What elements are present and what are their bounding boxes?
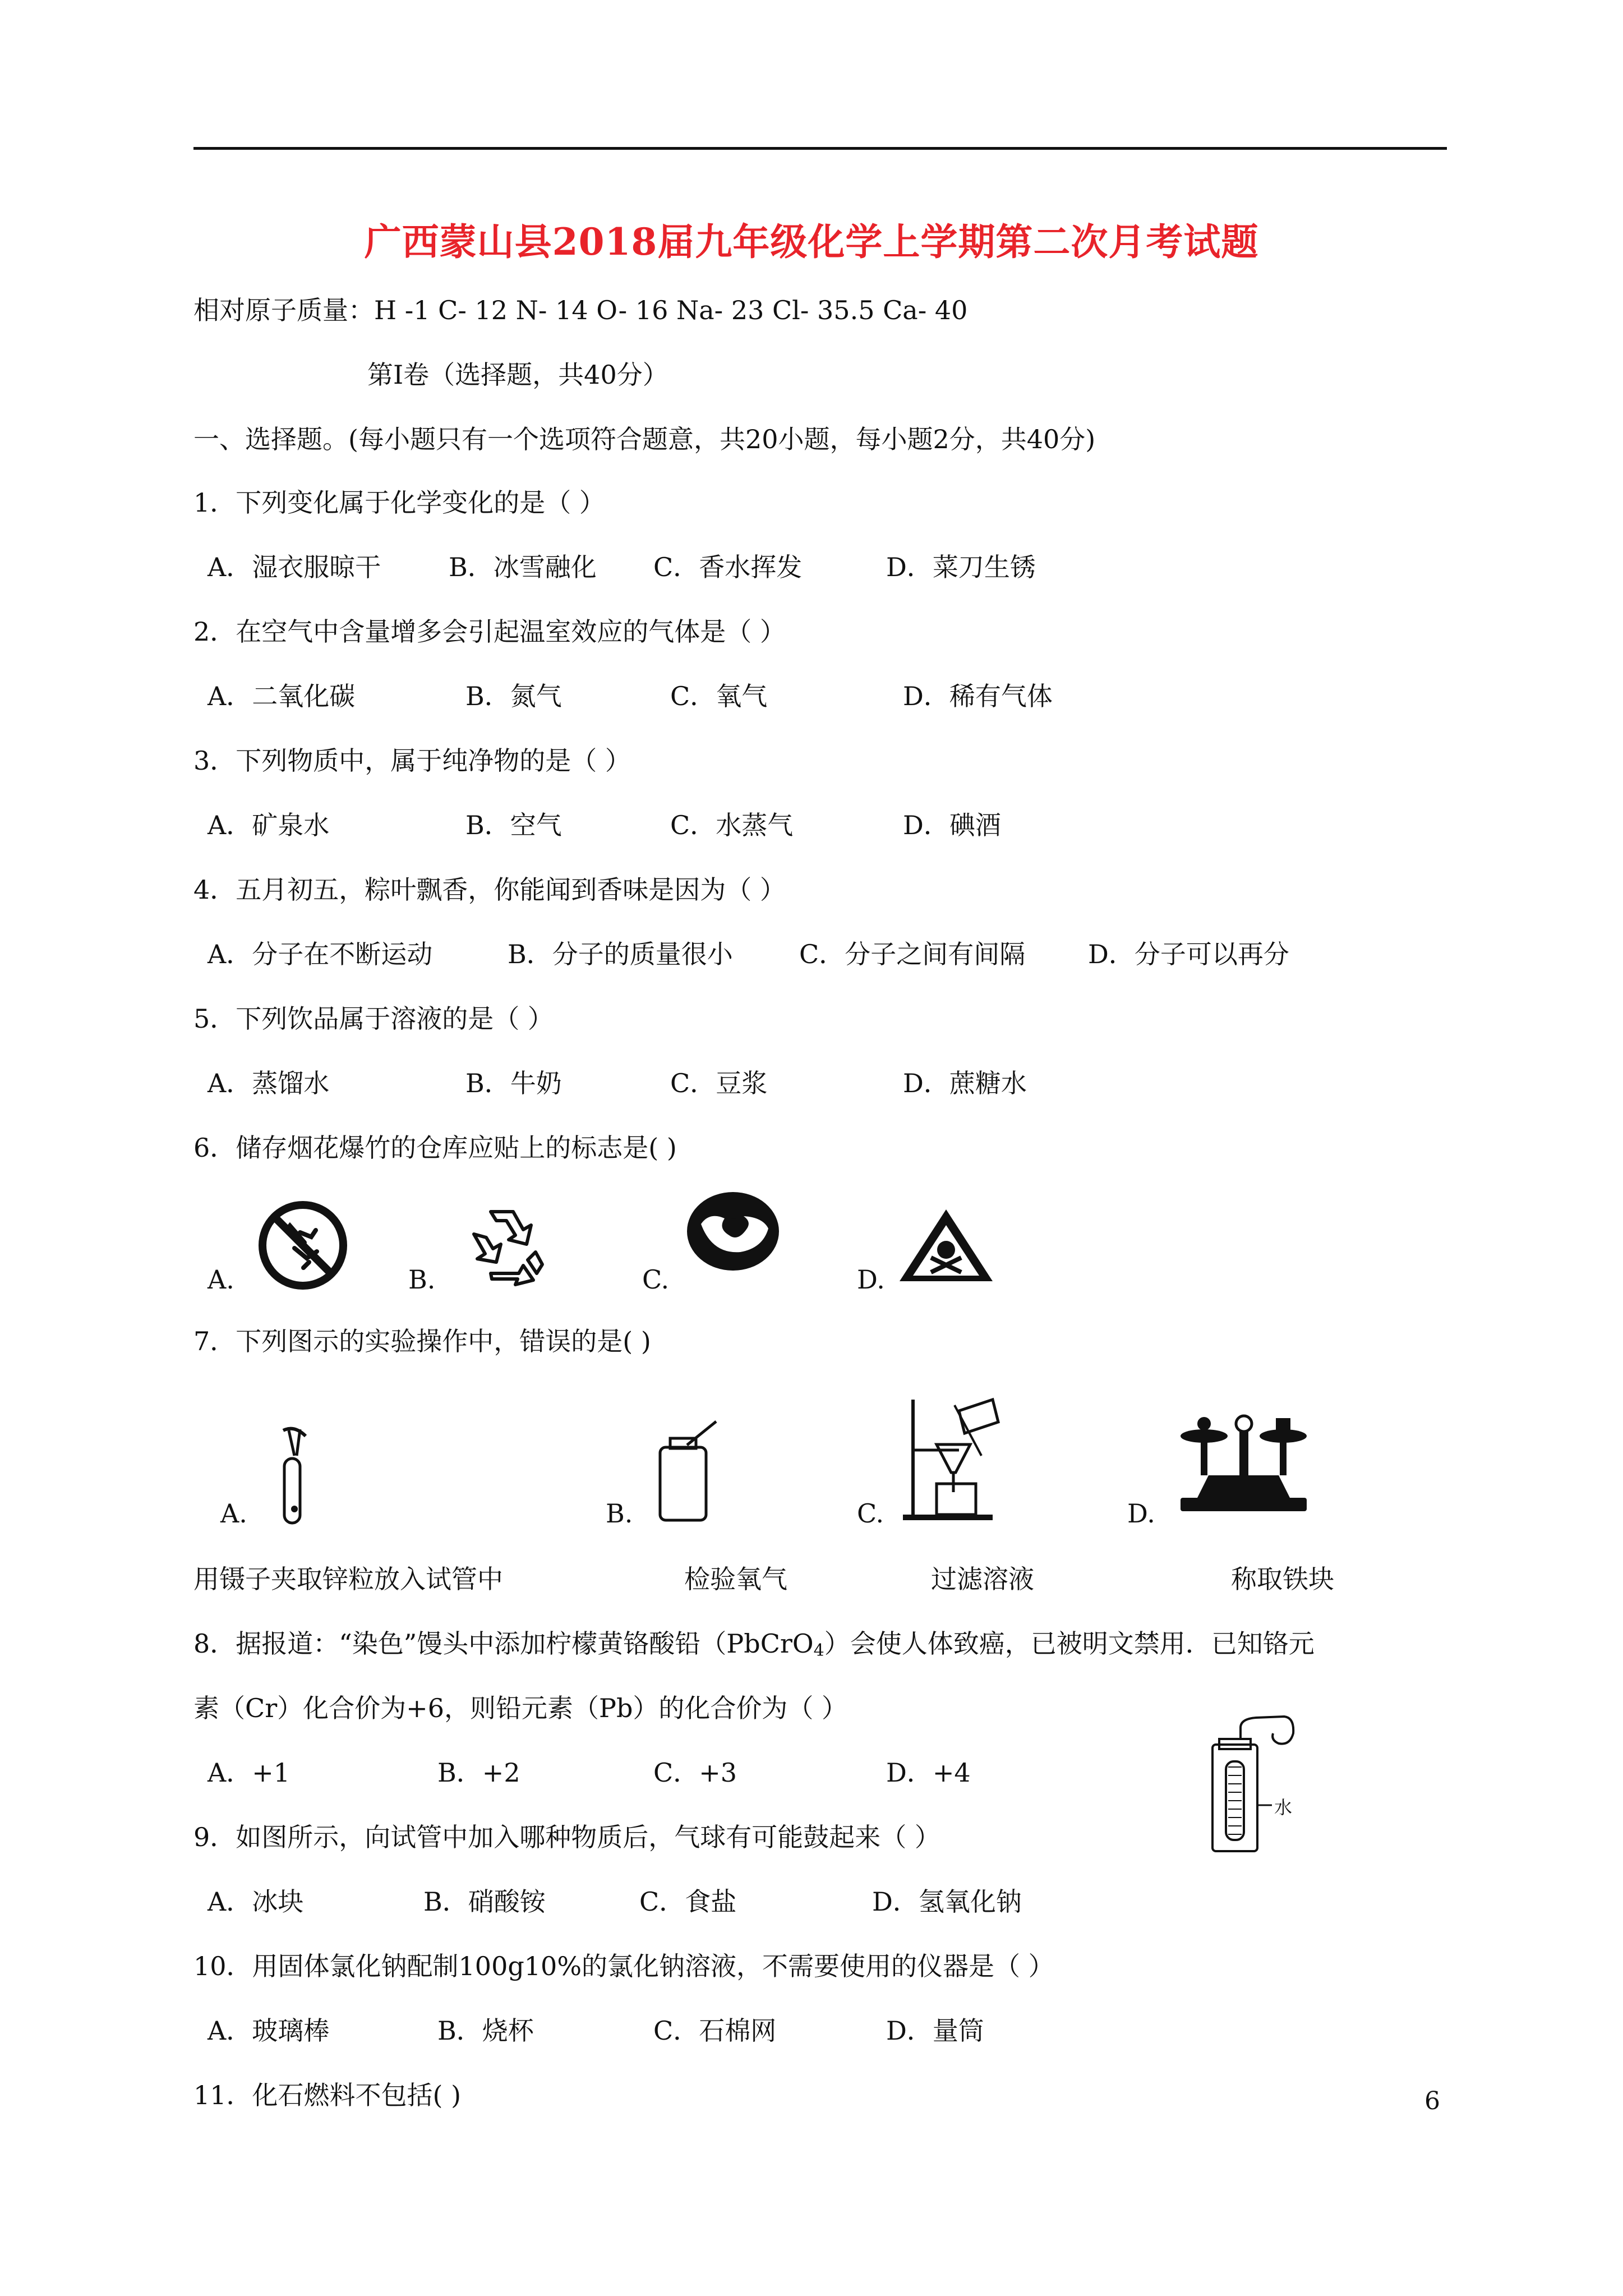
question-4-option-a: A．分子在不断运动 (208, 939, 433, 969)
question-4-option-c: C．分子之间有间隔 (799, 939, 1026, 969)
balloon-test-tube-figure (1200, 1711, 1312, 1857)
question-1-stem: 1．下列变化属于化学变化的是（ ） (193, 487, 605, 518)
question-3-option-c: C．水蒸气 (670, 810, 794, 840)
question-9-option-d: D．氢氧化钠 (872, 1887, 1022, 1917)
question-7-stem: 7．下列图示的实验操作中，错误的是( ) (193, 1326, 651, 1356)
question-5-option-d: D．蔗糖水 (903, 1068, 1027, 1098)
question-4-stem: 4．五月初五，粽叶飘香，你能闻到香味是因为（ ） (193, 875, 786, 905)
filtration-apparatus-icon (897, 1388, 1021, 1523)
question-2-option-d: D．稀有气体 (903, 681, 1053, 711)
question-11-stem: 11．化石燃料不包括( ) (193, 2080, 462, 2110)
question-5-stem: 5．下列饮品属于溶液的是（ ） (193, 1004, 554, 1034)
page-title: 广西蒙山县2018届九年级化学上学期第二次月考试题 (364, 220, 1259, 264)
question-8-stem-part-1: 8．据报道：“染色”馒头中添加柠檬黄铬酸铅（PbCrO (193, 1628, 814, 1659)
toxic-sign-icon (897, 1206, 995, 1285)
question-6-option-d: D. (857, 1264, 885, 1295)
question-1-option-c: C．香水挥发 (653, 552, 803, 582)
question-9-stem: 9．如图所示，向试管中加入哪种物质后，气球有可能鼓起来（ ） (193, 1822, 940, 1852)
volume-heading: 第Ⅰ卷（选择题，共40分） (367, 360, 668, 390)
question-3-stem: 3．下列物质中，属于纯净物的是（ ） (193, 746, 631, 776)
question-7-option-b: B. (606, 1498, 633, 1529)
question-4-option-d: D．分子可以再分 (1088, 939, 1289, 969)
question-7-caption-b: 检验氧气 (684, 1564, 787, 1594)
question-9-option-c: C．食盐 (639, 1887, 737, 1917)
question-9-option-a: A．冰块 (208, 1887, 304, 1917)
question-1-option-a: A．湿衣服晾干 (208, 552, 381, 582)
question-7-option-d: D. (1127, 1498, 1155, 1529)
question-8-stem-part-2: ）会使人体致癌，已被明文禁用．已知铬元 (824, 1628, 1315, 1659)
atomic-masses: 相对原子质量：H -1 C- 12 N- 14 O- 16 Na- 23 Cl- 35.5 Ca- 40 (193, 295, 968, 325)
question-9-option-b: B．硝酸铵 (423, 1887, 546, 1917)
question-10-option-b: B．烧杯 (437, 2016, 534, 2046)
question-2-stem: 2．在空气中含量增多会引起温室效应的气体是（ ） (193, 616, 786, 647)
question-6-option-c: C. (642, 1264, 670, 1295)
question-10-option-a: A．玻璃棒 (208, 2016, 330, 2046)
question-7-caption-d: 称取铁块 (1231, 1564, 1334, 1594)
recycle-sign-icon (457, 1200, 550, 1290)
water-label: 水 (1274, 1797, 1293, 1818)
question-3-option-d: D．碘酒 (903, 810, 1001, 840)
balance-scale-icon (1175, 1414, 1312, 1515)
question-8-subscript: 4 (813, 1641, 824, 1660)
tweezers-test-tube-icon (272, 1425, 317, 1526)
question-7-caption-c: 过滤溶液 (931, 1564, 1034, 1594)
question-2-option-a: A．二氧化碳 (208, 681, 356, 711)
question-8-option-a: A．+1 (208, 1757, 291, 1788)
question-7-caption-a: 用镊子夹取锌粒放入试管中 (193, 1564, 503, 1594)
question-6-option-a: A. (208, 1264, 234, 1295)
question-8-option-b: B．+2 (437, 1757, 520, 1788)
header-rule (193, 147, 1447, 150)
page-number: 6 (1424, 2087, 1440, 2115)
question-5-option-b: B．牛奶 (465, 1068, 562, 1098)
question-2-option-c: C．氧气 (670, 681, 768, 711)
question-1-option-b: B．冰雪融化 (449, 552, 597, 582)
question-8-option-c: C．+3 (653, 1757, 737, 1788)
question-1-option-d: D．菜刀生锈 (886, 552, 1036, 582)
question-5-option-a: A．蒸馏水 (208, 1068, 330, 1098)
flammable-sign-icon (684, 1189, 782, 1273)
question-4-option-b: B．分子的质量很小 (508, 939, 733, 969)
question-10-option-c: C．石棉网 (653, 2016, 777, 2046)
question-3-option-b: B．空气 (465, 810, 562, 840)
question-3-option-a: A．矿泉水 (208, 810, 330, 840)
question-8-stem-line-1 (193, 1628, 1315, 1660)
question-5-option-c: C．豆浆 (670, 1068, 768, 1098)
question-10-option-d: D．量筒 (886, 2016, 984, 2046)
question-10-stem: 10．用固体氯化钠配制100g10%的氯化钠溶液，不需要使用的仪器是（ ） (193, 1951, 1054, 1981)
question-8-option-d: D．+4 (886, 1757, 971, 1788)
no-fireworks-sign-icon (255, 1198, 351, 1293)
question-8-stem-line-2: 素（Cr）化合价为+6，则铅元素（Pb）的化合价为（ ） (193, 1693, 848, 1723)
section-heading: 一、选择题。(每小题只有一个选项符合题意，共20小题，每小题2分，共40分) (193, 424, 1096, 454)
question-2-option-b: B．氮气 (465, 681, 562, 711)
question-7-option-a: A. (220, 1498, 247, 1529)
question-6-stem: 6．储存烟花爆竹的仓库应贴上的标志是( ) (193, 1133, 677, 1163)
question-7-option-c: C. (857, 1498, 884, 1529)
oxygen-test-bottle-icon (653, 1419, 723, 1523)
question-6-option-b: B. (408, 1264, 436, 1295)
